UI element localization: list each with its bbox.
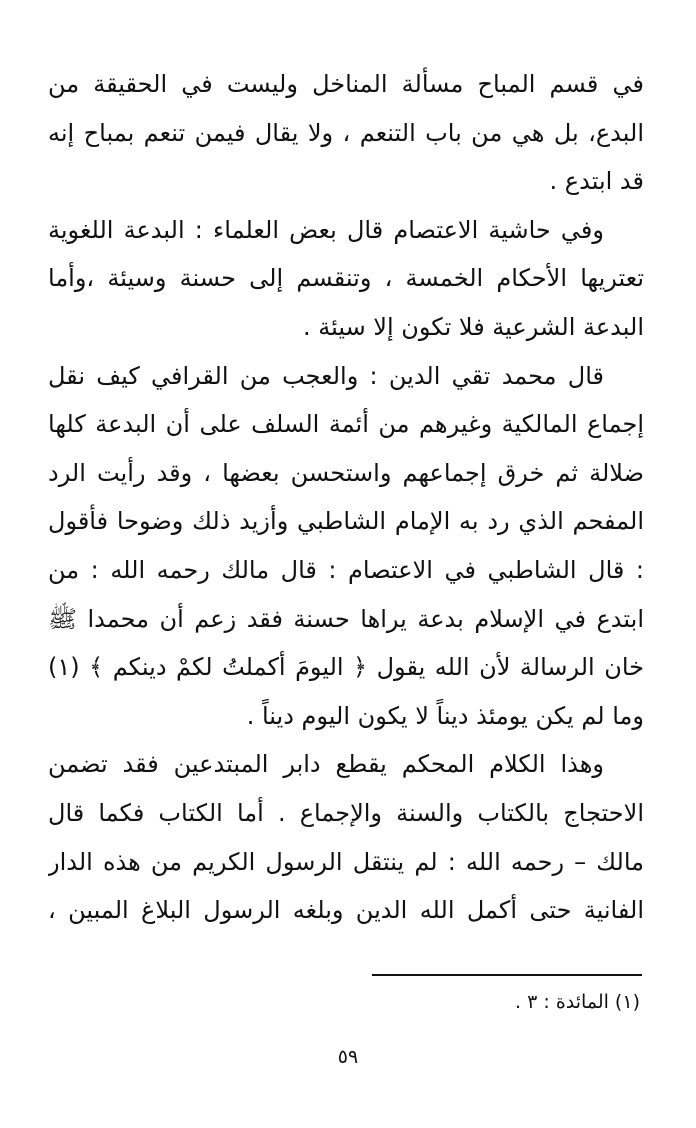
- text-line: في قسم المباح مسألة المناخل وليست في الحقيقة من: [48, 70, 644, 98]
- page-number: ٥٩: [337, 1046, 359, 1068]
- footnote-divider: [372, 974, 642, 976]
- paragraph-first-line: وفي حاشية الاعتصام قال بعض العلماء : البدعة اللغوية: [48, 215, 604, 244]
- text-line: ابتدع في الإسلام بدعة يراها حسنة فقد زعم أن محمدا ﷺ: [48, 604, 644, 633]
- text-line: قد ابتدع .: [549, 167, 644, 196]
- text-line: مالك – رحمه الله : لم ينتقل الرسول الكريم من هذه الدار: [48, 847, 644, 876]
- paragraph-first-line: وهذا الكلام المحكم يقطع دابر المبتدعين فقد تضمن: [48, 750, 604, 779]
- body-text: [48, 60, 644, 935]
- text-line: تعتريها الأحكام الخمسة ، وتنقسم إلى حسنة وسيئة ،وأما: [48, 264, 644, 293]
- text-line: : قال الشاطبي في الاعتصام : قال مالك رحمه الله : من: [48, 555, 644, 584]
- text-line: وما لم يكن يومئذ ديناً لا يكون اليوم ديناً .: [246, 701, 644, 730]
- footnote: (١) المائدة : ٣ .: [515, 991, 640, 1013]
- text-line: المفحم الذي رد به الإمام الشاطبي وأزيد ذلك وضوحا فأقول: [48, 507, 644, 536]
- text-line: البدع، بل هي من باب التنعم ، ولا يقال فيمن تنعم بمباح إنه: [48, 118, 644, 147]
- text-line: الفانية حتى أكمل الله الدين وبلغه الرسول البلاغ المبين ،: [48, 896, 644, 925]
- text-line: ضلالة ثم خرق إجماعهم واستحسن بعضها ، وقد رأيت الرد: [48, 458, 644, 487]
- text-line: إجماع المالكية وغيرهم من أئمة السلف على أن البدعة كلها: [48, 410, 644, 439]
- text-line: البدعة الشرعية فلا تكون إلا سيئة .: [302, 312, 644, 341]
- text-line: خان الرسالة لأن الله يقول ﴿ اليومَ أكملتُ لكمْ دينكم ﴾ (١): [48, 653, 644, 682]
- text-line: الاحتجاج بالكتاب والسنة والإجماع . أما الكتاب فكما قال: [48, 798, 644, 827]
- paragraph-first-line: قال محمد تقي الدين : والعجب من القرافي كيف نقل: [48, 361, 604, 390]
